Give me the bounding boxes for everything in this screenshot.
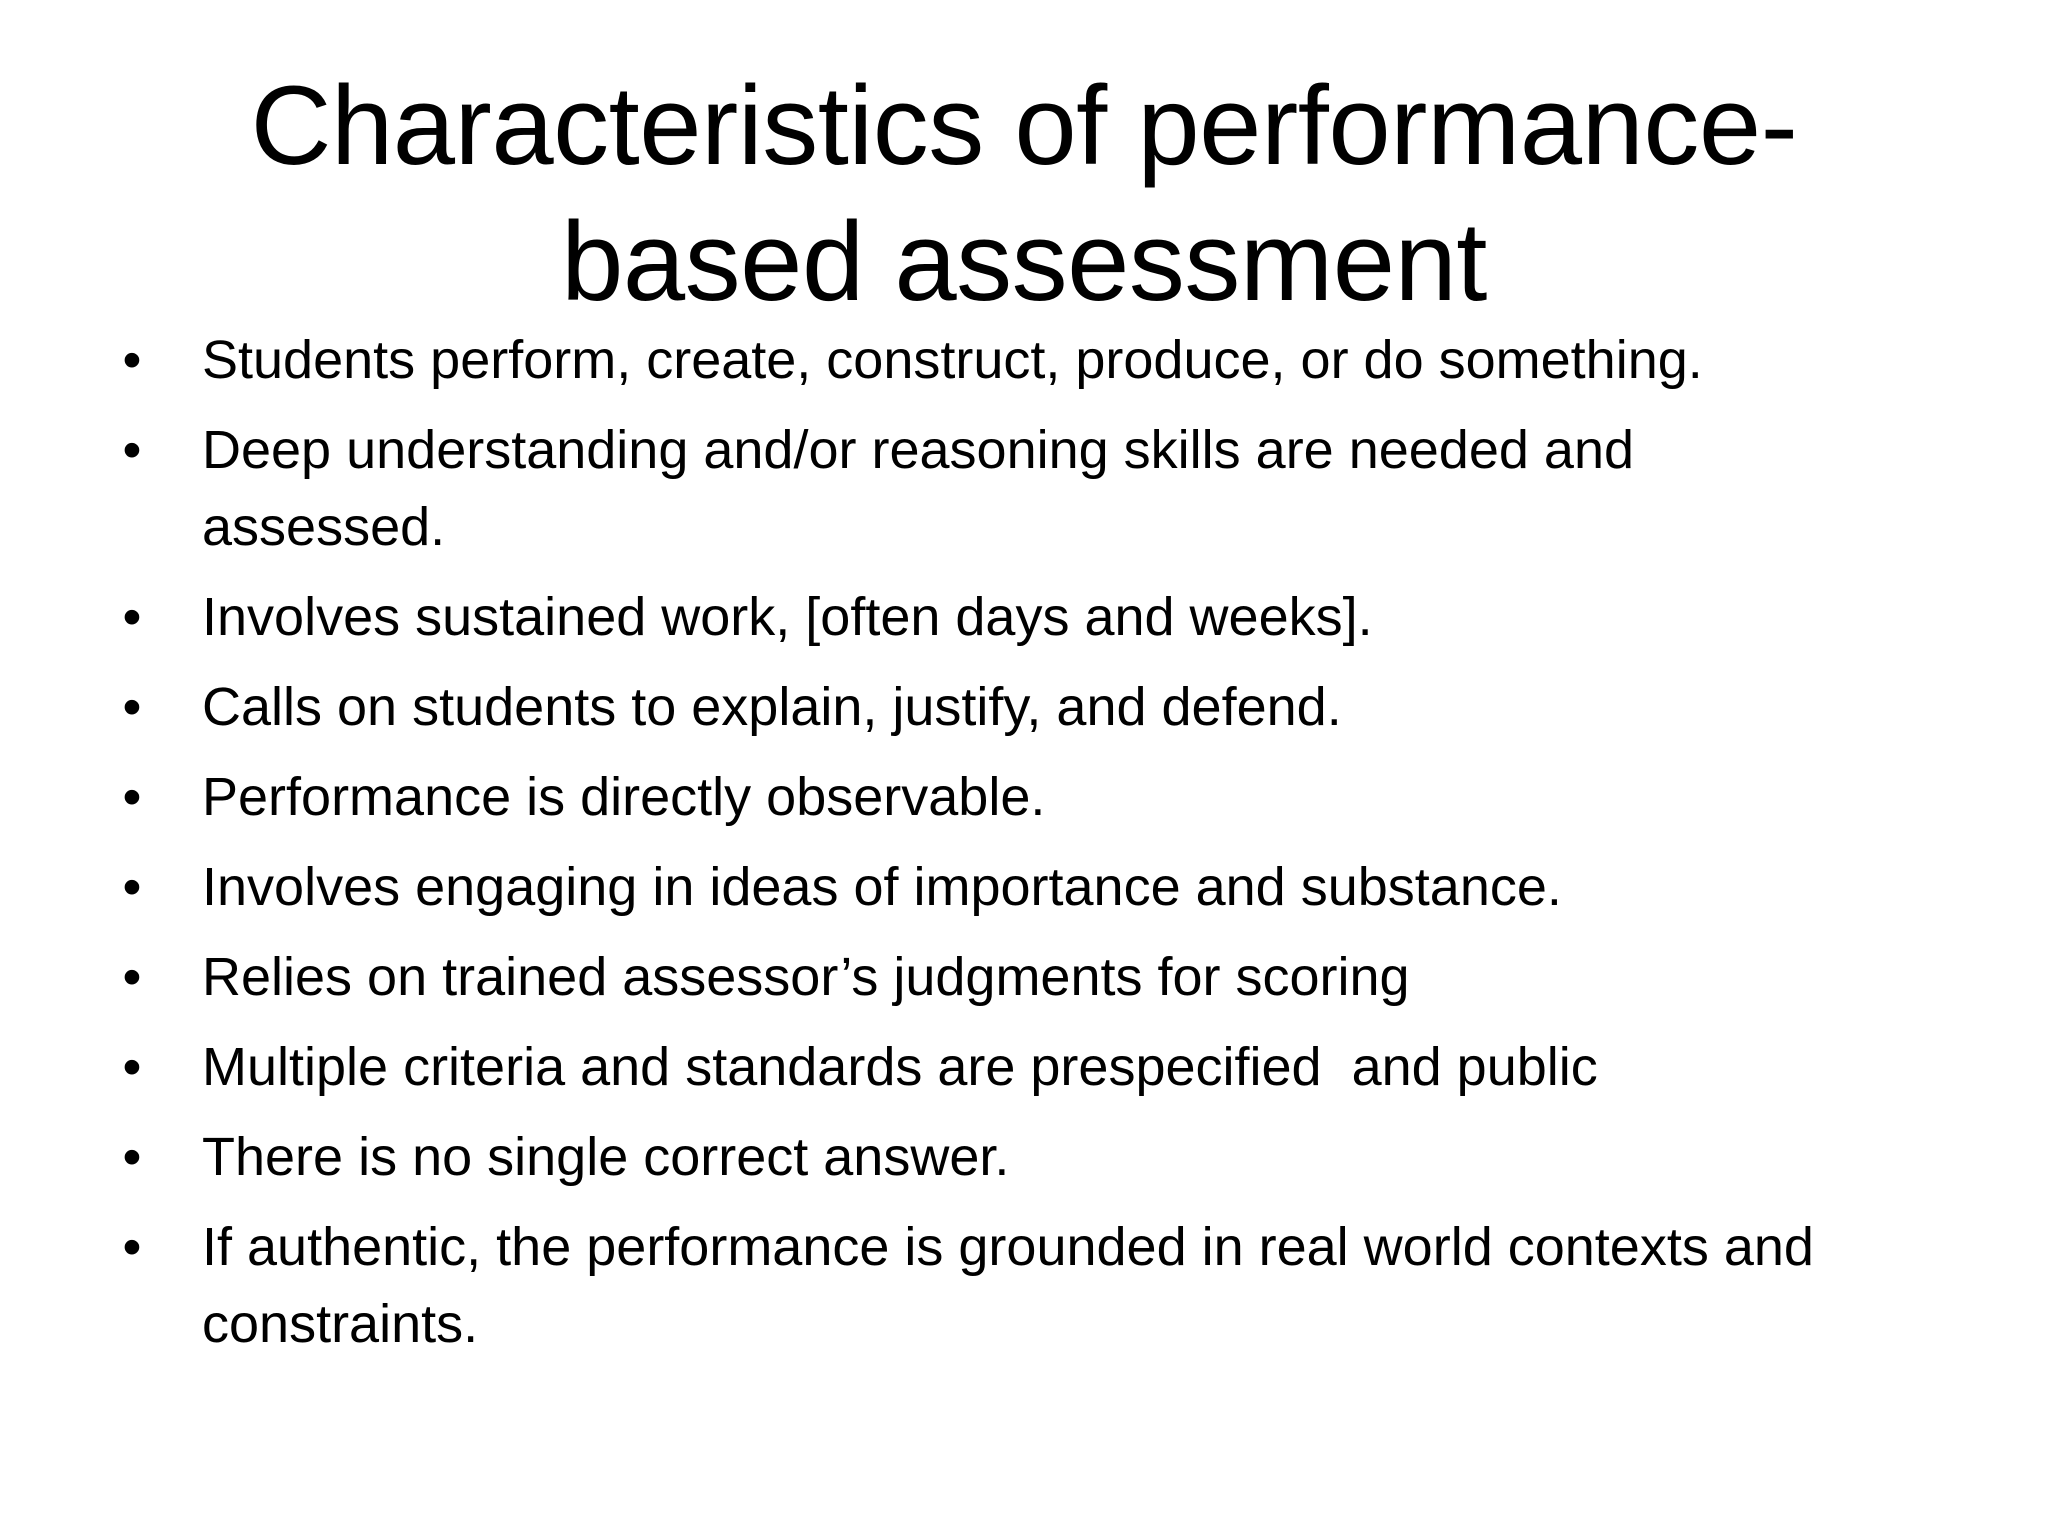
bullet-dot-icon: • [122,587,142,647]
bullet-item [122,1209,1882,1363]
bullet-dot-icon: • [122,857,142,917]
bullet-item [122,1029,1882,1106]
bullet-text: Relies on trained assessor’s judgments for scoring [202,947,1410,1007]
bullet-dot-icon: • [122,1217,142,1277]
bullet-dot-icon: • [122,767,142,827]
bullet-item [122,849,1882,926]
bullet-list [122,322,1882,1376]
bullet-text: If authentic, the performance is grounded in real world contexts and constraints. [202,1217,1814,1354]
bullet-dot-icon: • [122,330,142,390]
bullet-text: Students perform, create, construct, produce, or do something. [202,330,1703,390]
bullet-text: Involves engaging in ideas of importance and substance. [202,857,1562,917]
bullet-text: Involves sustained work, [often days and weeks]. [202,587,1373,647]
bullet-item [122,579,1882,656]
bullet-dot-icon: • [122,947,142,1007]
bullet-dot-icon: • [122,1127,142,1187]
bullet-item [122,1119,1882,1196]
bullet-text: Deep understanding and/or reasoning skills are needed and assessed. [202,420,1635,557]
bullet-item [122,939,1882,1016]
bullet-text: Multiple criteria and standards are prespecified and public [202,1037,1598,1097]
bullet-text: Performance is directly observable. [202,767,1046,827]
slide-title: Characteristics of performance-based assessment [250,63,1798,324]
bullet-text: Calls on students to explain, justify, and defend. [202,677,1342,737]
bullet-item [122,322,1882,399]
bullet-dot-icon: • [122,677,142,737]
bullet-item [122,412,1882,566]
bullet-text: There is no single correct answer. [202,1127,1010,1187]
bullet-dot-icon: • [122,1037,142,1097]
bullet-item [122,669,1882,746]
bullet-dot-icon: • [122,420,142,480]
bullet-item [122,759,1882,836]
